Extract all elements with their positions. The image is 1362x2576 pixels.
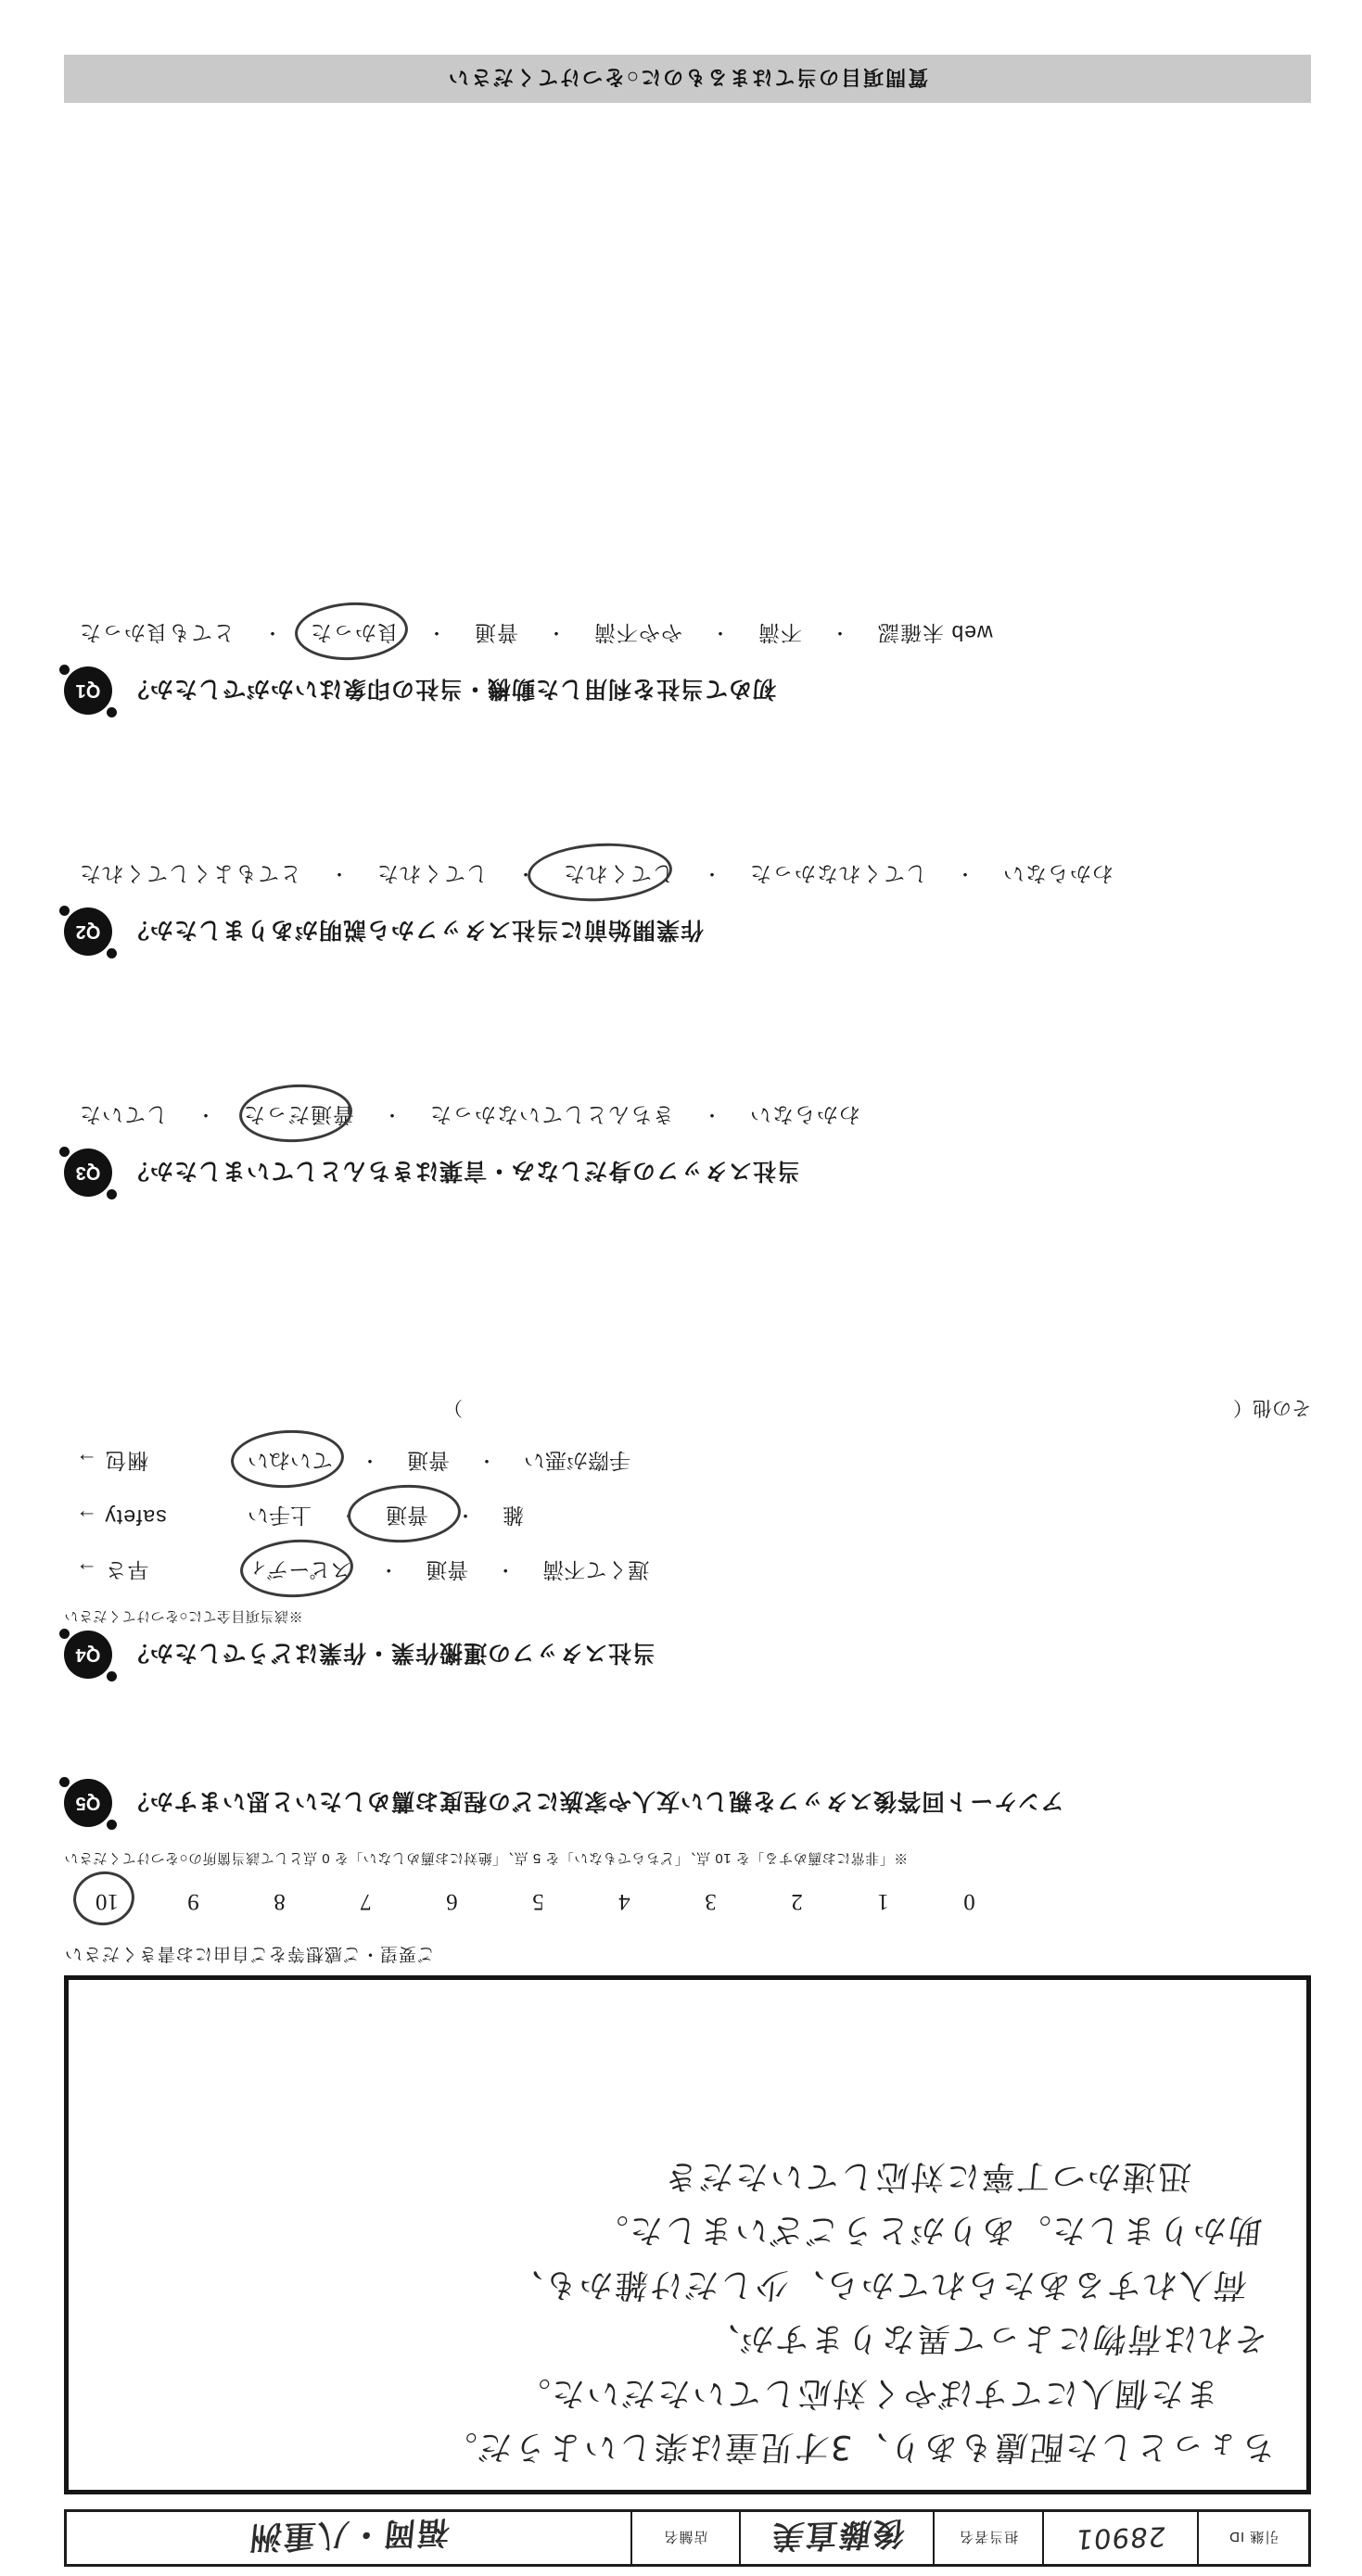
q4-other-label: その他（ (1233, 1397, 1311, 1418)
store-label: 店舗名 (630, 2512, 740, 2564)
comment-box (64, 1975, 1311, 2494)
id-value (1042, 2512, 1197, 2564)
separator-dot: ・ (382, 1104, 401, 1124)
q2-options (64, 857, 1311, 895)
comment-line: 助かりました。ありがとうございました。 (591, 2211, 1264, 2250)
separator-dot: ・ (379, 1559, 399, 1580)
q4-text: 当社スタッフの運搬作業・作業はどうでしたか？ (125, 1640, 656, 1666)
q4-packing-option-1[interactable]: 普通 (407, 1449, 450, 1473)
separator-dot: ・ (196, 1104, 215, 1124)
q4-packing-option-2[interactable]: 手際が悪い (524, 1449, 630, 1473)
q1-option-5[interactable]: web 未確認 (877, 621, 993, 645)
separator-dot: ・ (456, 1504, 475, 1525)
separator-dot: ・ (361, 1450, 379, 1470)
q4-speed-option-2[interactable]: 遅くて不満 (542, 1558, 650, 1582)
q3-badge: Q3 (64, 1148, 112, 1197)
scale-option-9[interactable]: 9 (187, 1889, 199, 1914)
q1-option-0[interactable]: とても良かった (79, 621, 235, 645)
comment-line: それは荷物によって異なりますが、 (702, 2319, 1269, 2358)
q1-options (64, 615, 1311, 654)
q4-safety-option-0[interactable]: 上手い (248, 1504, 312, 1528)
comment-line: ちょっとした配慮もあり、3才児童は楽しいようだ。 (439, 2428, 1277, 2466)
q1-badge: Q1 (64, 666, 112, 715)
q2-option-0[interactable]: とてもよくしてくれた (79, 862, 301, 886)
scale-option-10[interactable]: 10 (64, 1888, 150, 1914)
q4-badge: Q4 (64, 1631, 112, 1679)
staff-label: 担当者名 (933, 2512, 1042, 2564)
separator-dot: ・ (329, 863, 349, 883)
q5-scale[interactable] (64, 1873, 1311, 1929)
q3-option-0[interactable]: していた (79, 1103, 168, 1127)
separator-dot: ・ (830, 622, 849, 642)
separator-dot: ・ (710, 622, 730, 642)
store-handwriting: 福岡・八重洲 (246, 2513, 452, 2557)
separator-dot: ・ (426, 622, 446, 642)
separator-dot: ・ (477, 1450, 496, 1470)
scale-option-2[interactable]: 2 (791, 1889, 803, 1914)
q3-text: 当社スタッフの身だしなみ・言葉はきちんとしていましたか？ (125, 1158, 801, 1184)
scale-option-6[interactable]: 6 (446, 1889, 458, 1914)
q3-option-2[interactable]: きちんとしていなかった (429, 1103, 674, 1127)
q1-option-3[interactable]: やや不満 (593, 621, 682, 645)
q4-row-label: 梱包 → (75, 1449, 149, 1473)
q1-text: 初めて当社を利用した動機・当社の印象はいかがでしたか？ (125, 676, 777, 702)
separator-dot: ・ (496, 1559, 516, 1580)
q1-option-4[interactable]: 不満 (757, 621, 802, 645)
separator-dot: ・ (702, 1104, 721, 1124)
instruction-bar: 質問項目の当てはまるものに○をつけてください (64, 55, 1311, 103)
separator-dot: ・ (955, 863, 974, 883)
separator-dot: ・ (339, 1504, 358, 1525)
q3-options (64, 1098, 1311, 1136)
question-block-q4 (64, 1395, 1311, 1679)
q4-row-label: 早さ → (75, 1558, 149, 1582)
id-strip (64, 2509, 1311, 2567)
q4-row-safety (64, 1498, 1311, 1536)
question-block-q2 (64, 857, 1311, 956)
staff-handwriting: 後藤直美 (769, 2514, 907, 2556)
id-handwriting: 28901 (1074, 2520, 1168, 2556)
q2-text: 作業開始前に当社スタッフから説明がありましたか？ (125, 917, 705, 943)
q4-note: ※該当項目全てに○をつけてください (64, 1608, 303, 1624)
question-block-q1 (64, 615, 1311, 715)
scale-option-4[interactable]: 4 (618, 1889, 630, 1914)
scale-option-8[interactable]: 8 (274, 1889, 286, 1914)
scale-option-1[interactable]: 1 (877, 1889, 889, 1914)
q2-option-4[interactable]: わからない (1002, 862, 1114, 886)
q4-safety-option-1[interactable]: 普通 (371, 1498, 443, 1536)
separator-dot: ・ (516, 863, 535, 883)
q2-option-1[interactable]: してくれた (376, 862, 488, 886)
comment-line: 荷入れするあたられてから、少しだけ雑かも、 (505, 2265, 1249, 2303)
staff-value (739, 2512, 933, 2564)
scale-option-5[interactable]: 5 (532, 1889, 544, 1914)
question-block-q3 (64, 1098, 1311, 1197)
comment-label: ご要望・ご感想等をご自由にお書きください (64, 1944, 436, 1963)
question-block-q5 (64, 1779, 1311, 1827)
q4-speed-option-0[interactable]: スピーディ (233, 1553, 366, 1591)
separator-dot: ・ (262, 622, 282, 642)
q1-option-2[interactable]: 普通 (474, 621, 518, 645)
scale-option-0[interactable]: 0 (963, 1889, 975, 1914)
q4-row-speed (64, 1553, 1311, 1591)
q2-option-3[interactable]: してくれなかった (749, 862, 927, 886)
q2-option-2[interactable]: してくれた (548, 857, 689, 895)
q2-badge: Q2 (64, 907, 112, 956)
q4-safety-option-2[interactable]: 雑 (503, 1504, 524, 1528)
id-label: 引継 ID (1197, 2512, 1308, 2564)
q4-other-close: ） (443, 1397, 463, 1418)
store-value (67, 2512, 630, 2564)
separator-dot: ・ (702, 863, 721, 883)
comment-line: 迅速かつ丁寧に対応していただき (661, 2156, 1193, 2195)
q5-text: アンケート回答後スタッフを親しい友人や家族にどの程度お薦めしたいと思いますか？ (125, 1788, 1064, 1814)
q4-packing-option-0[interactable]: ていねい (233, 1443, 348, 1481)
comment-line: また個人にてすばやく対応していただいた。 (513, 2373, 1221, 2412)
scale-option-7[interactable]: 7 (360, 1889, 372, 1914)
scale-option-3[interactable]: 3 (705, 1889, 717, 1914)
q4-other-blank[interactable] (64, 1395, 463, 1423)
q1-option-1[interactable]: 良かった (295, 615, 414, 654)
q4-row-packing (64, 1443, 1311, 1481)
q3-option-1[interactable]: 普通だった (228, 1098, 369, 1136)
q3-option-3[interactable]: わからない (749, 1103, 860, 1127)
q5-note: ※「非常にお薦めする」を 10 点、「どちらでもない」を 5 点、「絶対にお薦めしない」を 0 点として該当箇所の○をつけてください (64, 1850, 909, 1866)
q4-row-label: safety → (75, 1505, 167, 1529)
q5-badge: Q5 (64, 1779, 112, 1827)
q4-speed-option-1[interactable]: 普通 (426, 1558, 469, 1582)
q4-other-row[interactable] (64, 1395, 1311, 1423)
separator-dot: ・ (546, 622, 566, 642)
